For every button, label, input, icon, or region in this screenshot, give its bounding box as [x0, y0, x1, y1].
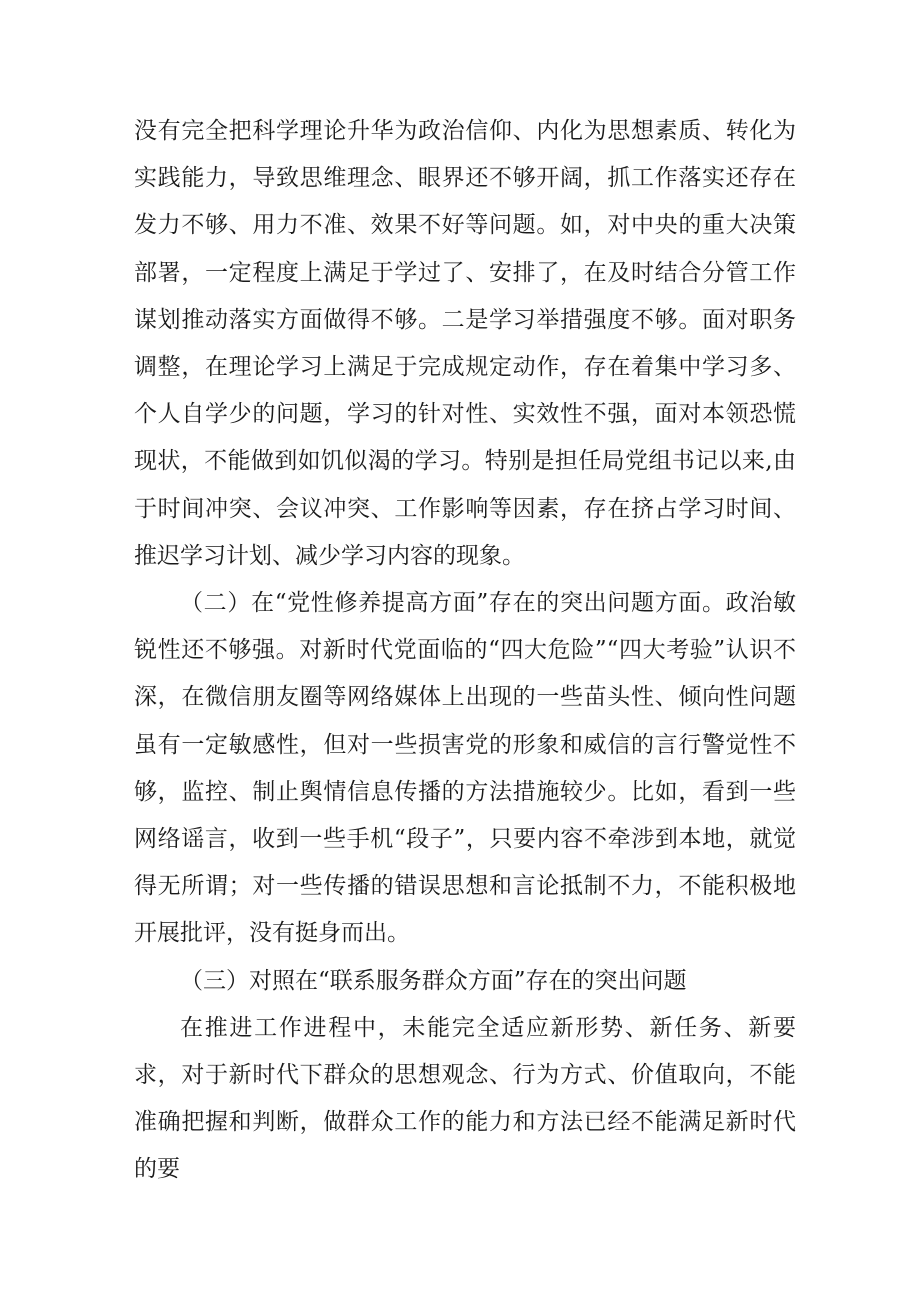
- paragraph-party-spirit: （二）在“党性修养提高方面”存在的突出问题方面。政治敏锐性还不够强。对新时代党面临的“四大危险”“四大考验”认识不深，在微信朋友圈等网络媒体上出现的一些苗头性、倾向性问题虽有一定敏感性，但对一些损害党的形象和威信的言行警觉性不够，监控、制止舆情信息传播的方法措施较少。比如，看到一些网络谣言，收到一些手机“段子”，只要内容不牵涉到本地，就觉得无所谓；对一些传播的错误思想和言论抵制不力，不能积极地开展批评，没有挺身而出。: [134, 590, 796, 947]
- paragraph-study-shortcomings: 没有完全把科学理论升华为政治信仰、内化为思想素质、转化为实践能力，导致思维理念、眼界还不够开阔，抓工作落实还存在发力不够、用力不准、效果不好等问题。如，对中央的重大决策部署，一定程度上满足于学过了、安排了，在及时结合分管工作谋划推动落实方面做得不够。二是学习举措强度不够。面对职务调整，在理论学习上满足于完成规定动作，存在着集中学习多、个人自学少的问题，学习的针对性、实效性不强，面对本领恐慌现状，不能做到如饥似渴的学习。特别是担任局党组书记以来,由于时间冲突、会议冲突、工作影响等因素，存在挤占学习时间、推迟学习计划、减少学习内容的现象。: [134, 118, 796, 569]
- paragraph-serving-masses: 在推进工作进程中，未能完全适应新形势、新任务、新要求，对于新时代下群众的思想观念、行为方式、价值取向，不能准确把握和判断，做群众工作的能力和方法已经不能满足新时代的要: [134, 1014, 796, 1183]
- section-heading-serving-masses: （三）对照在“联系服务群众方面”存在的突出问题: [180, 967, 687, 994]
- document-body: [134, 108, 796, 1194]
